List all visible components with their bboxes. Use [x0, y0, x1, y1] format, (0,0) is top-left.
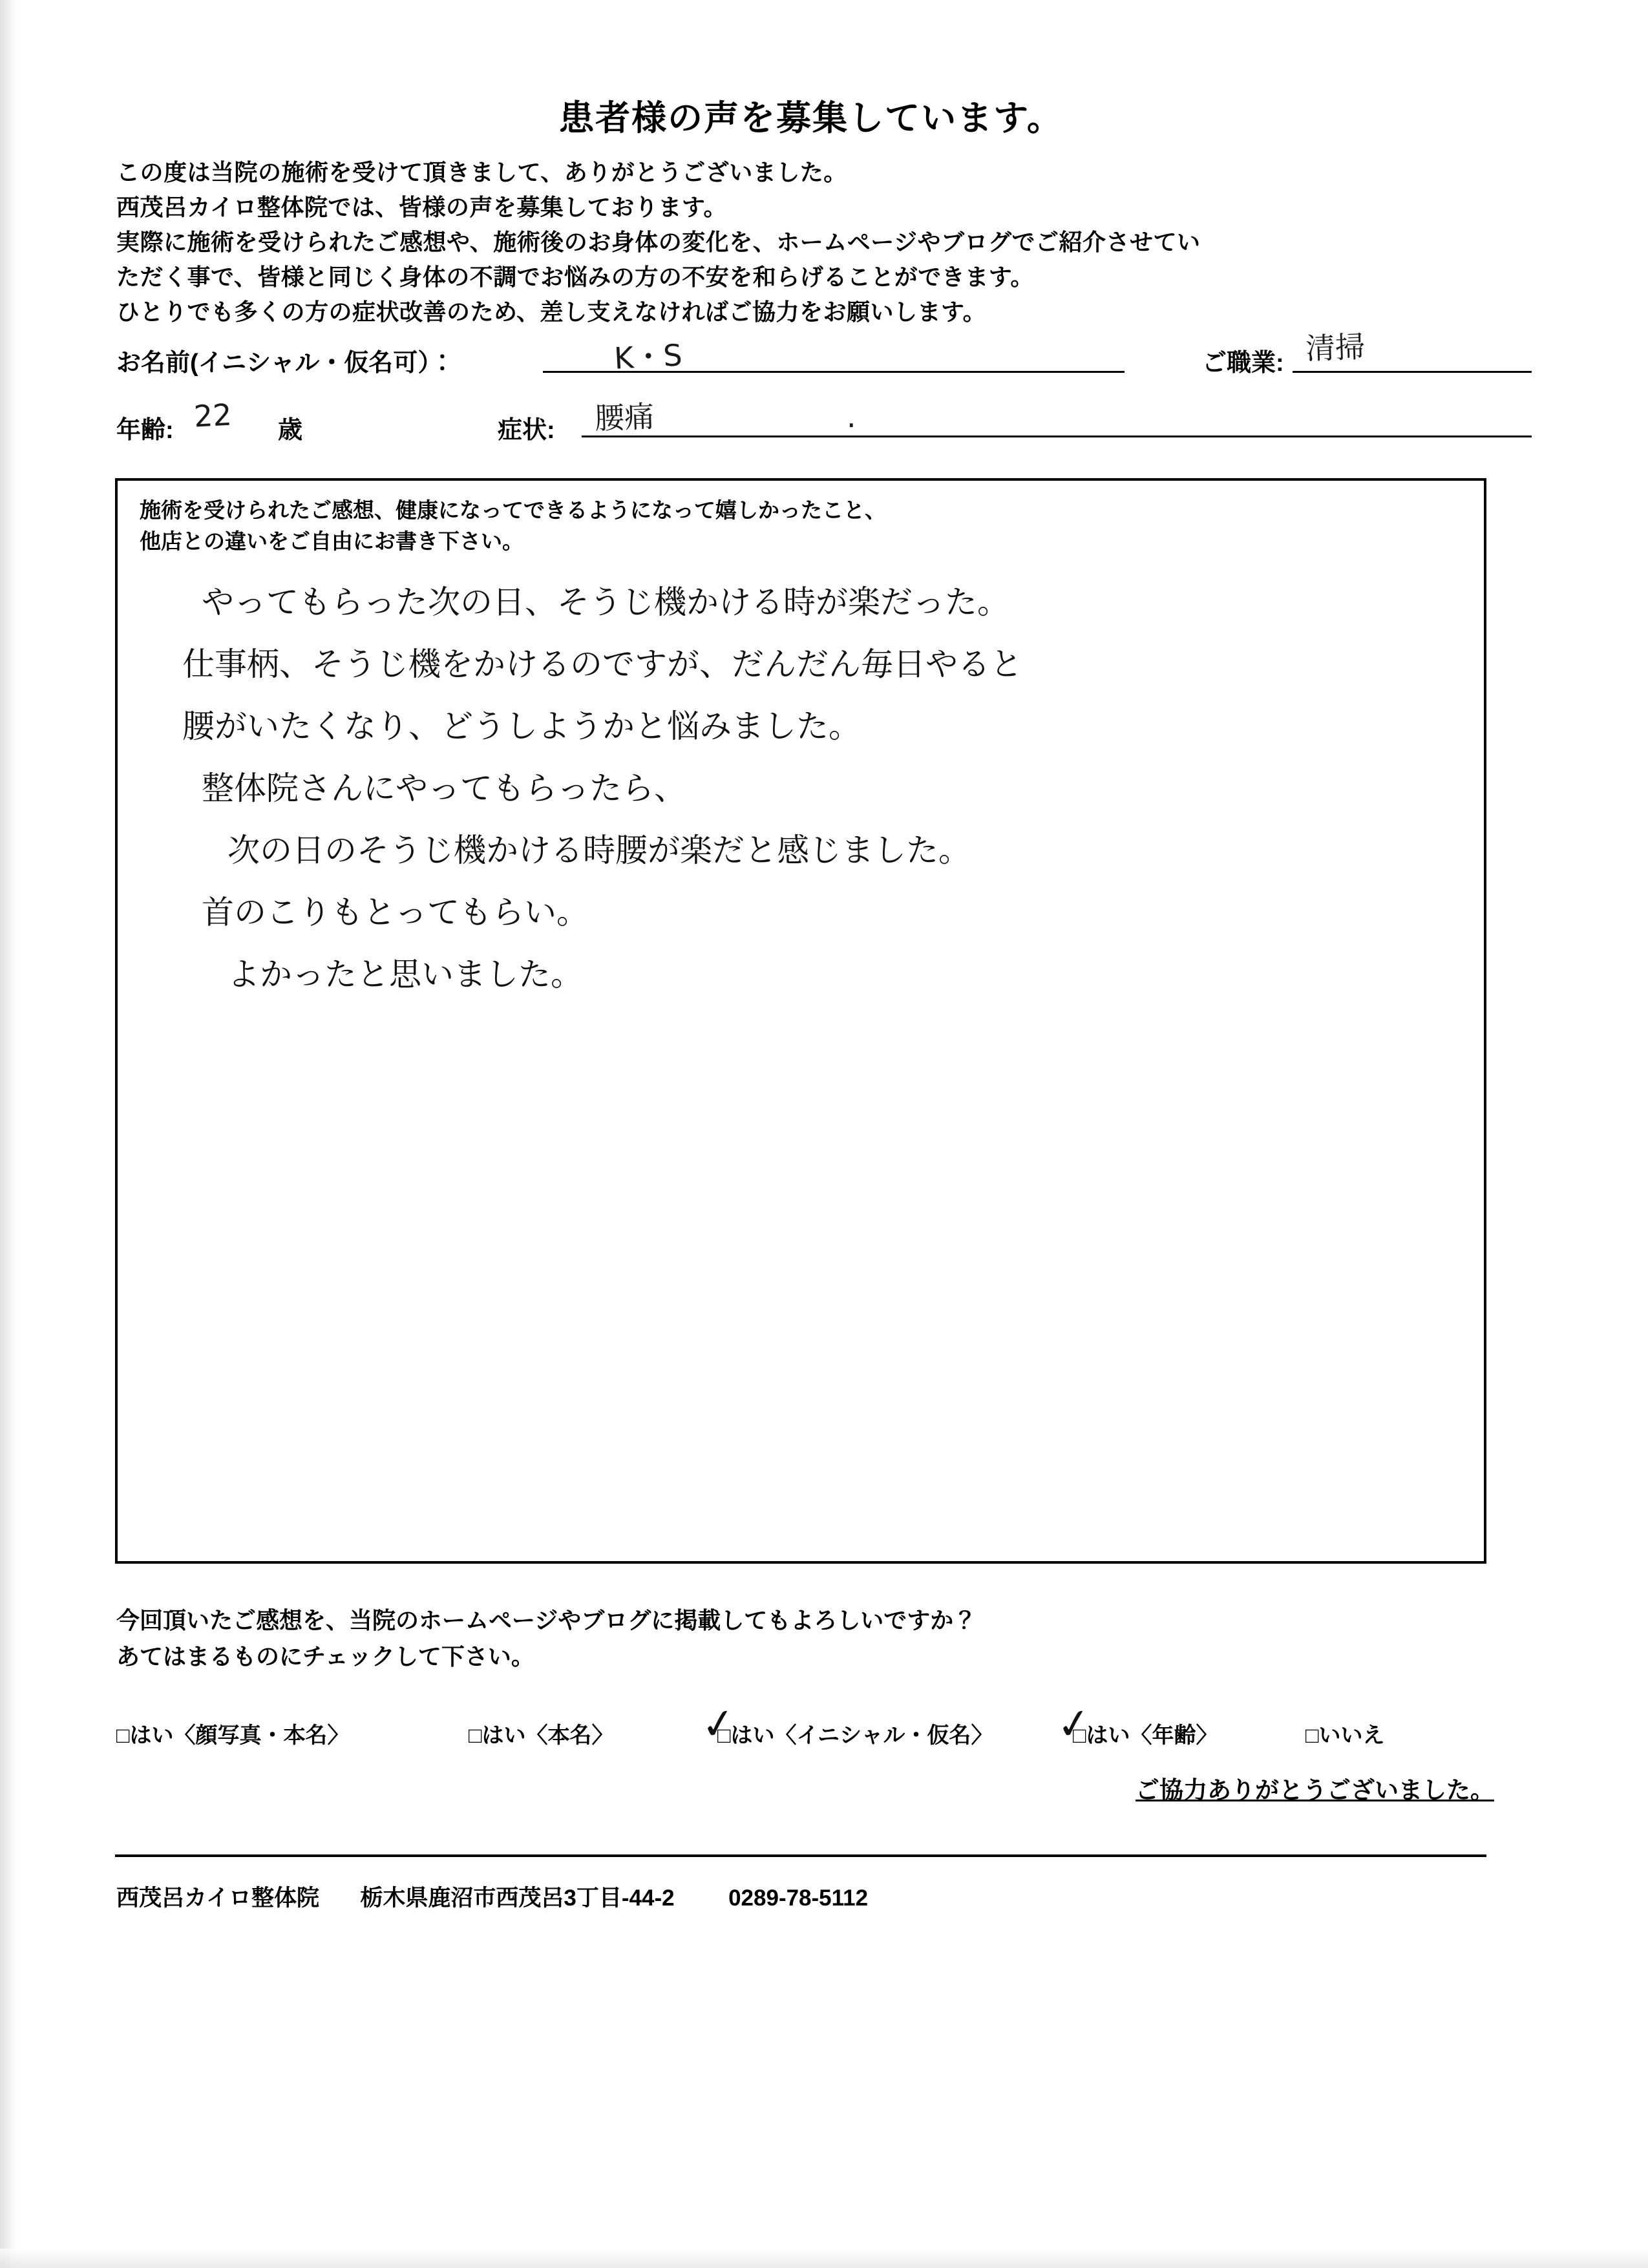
intro-line-4: ただく事で、皆様と同じく身体の不調でお悩みの方の不安を和らげることができます。 — [116, 264, 1034, 290]
name-value: K・S — [613, 337, 683, 376]
name-occupation-row — [116, 329, 1532, 388]
consent-question-line-2: あてはまるものにチェックして下さい。 — [116, 1643, 534, 1670]
footer-info — [116, 1880, 1532, 1913]
footer-clinic-name: 西茂呂カイロ整体院 — [116, 1885, 319, 1911]
thanks-note: ご協力ありがとうございました。 — [1136, 1777, 1494, 1803]
handwritten-line-4: 整体院さんにやってもらったら、 — [202, 770, 686, 807]
occupation-value: 清掃 — [1305, 329, 1366, 366]
name-label: お名前(イニシャル・仮名可）： — [116, 350, 455, 377]
occupation-label: ご職業: — [1202, 350, 1284, 377]
consent-question-line-1: 今回頂いたご感想を、当院のホームページやブログに掲載してもよろしいですか？ — [116, 1607, 977, 1633]
intro-line-1: この度は当院の施術を受けて頂きまして、ありがとうございました。 — [116, 159, 847, 185]
footer-divider — [115, 1854, 1486, 1857]
intro-line-5: ひとりでも多くの方の症状改善のため、差し支えなければご協力をお願いします。 — [116, 299, 987, 325]
scan-edge-bottom — [0, 2249, 1648, 2268]
handwritten-line-7: よかったと思いました。 — [227, 956, 583, 993]
consent-question — [116, 1602, 1532, 1675]
age-unit: 歳 — [278, 417, 303, 444]
symptom-trailing-dot: . — [847, 399, 856, 434]
handwritten-comment — [156, 571, 1455, 1005]
footer-address: 栃木県鹿沼市西茂呂3丁目-44-2 — [360, 1885, 675, 1911]
check-icon-age: ✓ — [1053, 1698, 1095, 1751]
intro-line-2: 西茂呂カイロ整体院では、皆様の声を募集しております。 — [116, 194, 728, 220]
questionnaire-sheet — [78, 58, 1545, 2171]
age-label: 年齢: — [116, 417, 174, 444]
handwritten-line-5: 次の日のそうじ機かける時腰が楽だと感じました。 — [227, 832, 971, 869]
symptom-value: 腰痛 — [594, 399, 655, 436]
handwritten-line-1: やってもらった次の日、そうじ機かける時が楽だった。 — [202, 583, 1009, 621]
intro-line-3: 実際に施術を受けられたご感想や、施術後のお身体の変化を、ホームページやブログでご紹介させてい — [116, 229, 1201, 255]
handwritten-line-2: 仕事柄、そうじ機をかけるのですが、だんだん毎日やると — [182, 646, 1022, 683]
comment-box — [115, 478, 1486, 1564]
consent-option-photo-realname[interactable]: □はい〈顔写真・本名〉 — [116, 1723, 350, 1748]
intro-text — [116, 155, 1532, 330]
handwritten-line-6: 首のこりもとってもらい。 — [202, 894, 589, 931]
handwritten-line-3: 腰がいたくなり、どうしようかと悩みました。 — [182, 708, 861, 745]
age-value: 22 — [193, 397, 233, 434]
consent-option-age[interactable]: □はい〈年齢〉 — [1073, 1723, 1218, 1748]
consent-options — [116, 1698, 1532, 1751]
comment-instruction-line-2: 他店との違いをご自由にお書き下さい。 — [140, 529, 523, 553]
comment-instruction — [140, 495, 1432, 557]
check-icon-initial-pseudonym: ✓ — [698, 1698, 739, 1751]
symptom-label: 症状: — [498, 417, 555, 444]
symptom-underline — [582, 401, 1532, 437]
footer-phone: 0289-78-5112 — [728, 1885, 869, 1911]
consent-option-realname[interactable]: □はい〈本名〉 — [469, 1723, 614, 1748]
comment-instruction-line-1: 施術を受けられたご感想、健康になってできるようになって嬉しかったこと、 — [140, 498, 886, 522]
consent-option-initial-pseudonym[interactable]: □はい〈イニシャル・仮名〉 — [717, 1723, 993, 1748]
scan-edge-left — [0, 0, 17, 2268]
age-symptom-row — [116, 397, 1532, 452]
page-title: 患者様の声を募集しています。 — [559, 99, 1063, 138]
consent-option-no[interactable]: □いいえ — [1305, 1723, 1385, 1748]
